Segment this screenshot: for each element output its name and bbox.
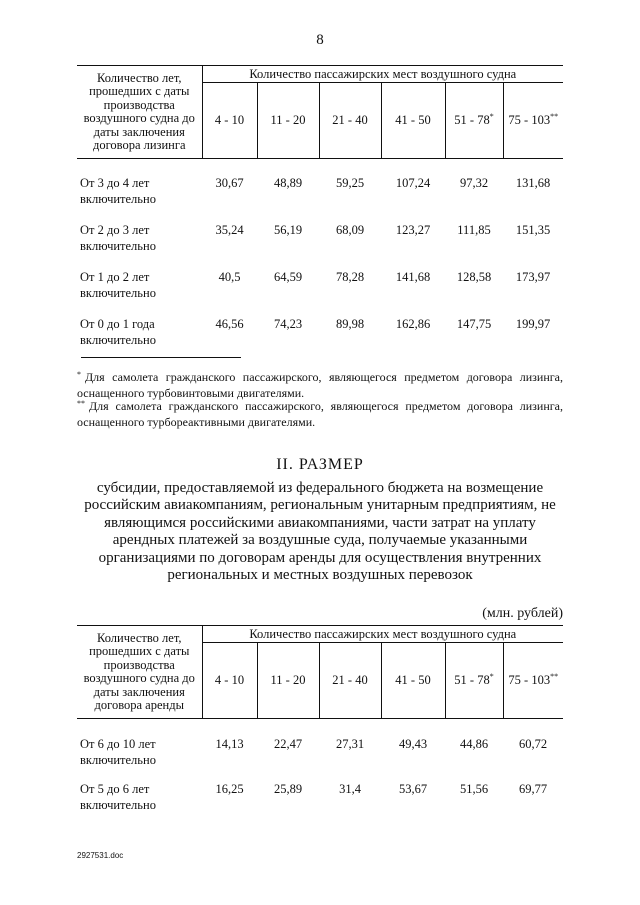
- cell: 25,89: [273, 782, 303, 796]
- cell: 64,59: [273, 270, 303, 284]
- cell: 123,27: [395, 223, 431, 237]
- row-label: От 0 до 1 года включительно: [80, 317, 156, 347]
- cell: 35,24: [215, 223, 244, 237]
- row-label: От 6 до 10 лет включительно: [80, 737, 156, 767]
- cell: 68,09: [335, 223, 365, 237]
- table1-group-header: Количество пассажирских мест воздушного судна: [202, 66, 563, 83]
- cell: 30,67: [215, 176, 244, 190]
- cell: 97,32: [459, 176, 489, 190]
- page-number: 8: [316, 32, 324, 48]
- table2-col-header: 51 - 78*: [445, 643, 503, 719]
- table-row: [77, 269, 563, 316]
- cell: 151,35: [515, 223, 551, 237]
- row-label: От 3 до 4 лет включительно: [80, 176, 156, 206]
- cell: 74,23: [273, 317, 303, 331]
- table-row: [77, 316, 563, 356]
- section-title: II. РАЗМЕР: [276, 456, 364, 473]
- cell: 147,75: [456, 317, 492, 331]
- cell: 60,72: [518, 737, 548, 751]
- cell: 49,43: [398, 737, 428, 751]
- cell: 44,86: [459, 737, 489, 751]
- cell: 48,89: [273, 176, 303, 190]
- document-id: 2927531.doc: [77, 851, 124, 860]
- cell: 141,68: [395, 270, 431, 284]
- table2-col-header: 21 - 40: [319, 643, 381, 719]
- cell: 31,4: [339, 782, 361, 796]
- row-label: От 2 до 3 лет включительно: [80, 223, 156, 253]
- table-row: [77, 222, 563, 269]
- cell: 22,47: [273, 737, 303, 751]
- cell: 16,25: [215, 782, 244, 796]
- table1-row-header: Количество лет, прошедших с даты производства воздушного судна до даты заключения договора лизинга: [77, 66, 202, 159]
- table1-col-header: 11 - 20: [257, 83, 319, 159]
- cell: 89,98: [335, 317, 365, 331]
- cell: 59,25: [335, 176, 365, 190]
- table1-col-header: 75 - 103**: [503, 83, 563, 159]
- footnote-divider: [81, 357, 241, 358]
- cell: 107,24: [395, 176, 431, 190]
- table2-group-header: Количество пассажирских мест воздушного судна: [202, 626, 563, 643]
- table1-col-header: 4 - 10: [202, 83, 257, 159]
- cell: 51,56: [459, 782, 489, 796]
- row-label: От 1 до 2 лет включительно: [80, 270, 156, 300]
- cell: 128,58: [456, 270, 492, 284]
- cell: 56,19: [273, 223, 303, 237]
- cell: 111,85: [457, 223, 491, 237]
- cell: 199,97: [515, 317, 551, 331]
- cell: 162,86: [395, 317, 431, 331]
- table-row: [77, 175, 563, 222]
- table1-col-header: 51 - 78*: [445, 83, 503, 159]
- cell: 69,77: [518, 782, 548, 796]
- table1-col-header: 41 - 50: [381, 83, 445, 159]
- table2-col-header: 11 - 20: [257, 643, 319, 719]
- cell: 14,13: [215, 737, 244, 751]
- footnote-2: ** Для самолета гражданского пассажирского, являющегося предметом договора лизинга, оснащенного турбореактивными двигателями.: [77, 399, 563, 429]
- table2-col-header: 75 - 103**: [503, 643, 563, 719]
- table1-col-header: 21 - 40: [319, 83, 381, 159]
- cell: 46,56: [215, 317, 244, 331]
- table2-col-header: 4 - 10: [202, 643, 257, 719]
- table2-col-header: 41 - 50: [381, 643, 445, 719]
- table-row: [77, 736, 563, 781]
- cell: 131,68: [515, 176, 551, 190]
- cell: 53,67: [398, 782, 428, 796]
- cell: 173,97: [515, 270, 551, 284]
- units-label: (млн. рублей): [482, 606, 563, 621]
- lease-table: [77, 625, 563, 821]
- leasing-table: [77, 65, 563, 356]
- table-row: [77, 781, 563, 821]
- cell: 40,5: [218, 270, 241, 284]
- cell: 78,28: [335, 270, 365, 284]
- row-label: От 5 до 6 лет включительно: [80, 782, 156, 812]
- cell: 27,31: [335, 737, 365, 751]
- footnote-1: * Для самолета гражданского пассажирского, являющегося предметом договора лизинга, оснащенного турбовинтовыми двигателями.: [77, 370, 563, 400]
- section-paragraph: субсидии, предоставляемой из федерального бюджета на возмещение российским авиакомпаниям, региональным унитарным предприятиям, не являющимся российскими авиакомпаниями, части затрат на уплату арендных платежей за воздушные суда, получаемые указанными организациями по договорам аренды для осуществления внутренних региональных и местных воздушных перевозок: [84, 480, 556, 584]
- table2-row-header: Количество лет, прошедших с даты производства воздушного судна до даты заключения договора аренды: [77, 626, 202, 719]
